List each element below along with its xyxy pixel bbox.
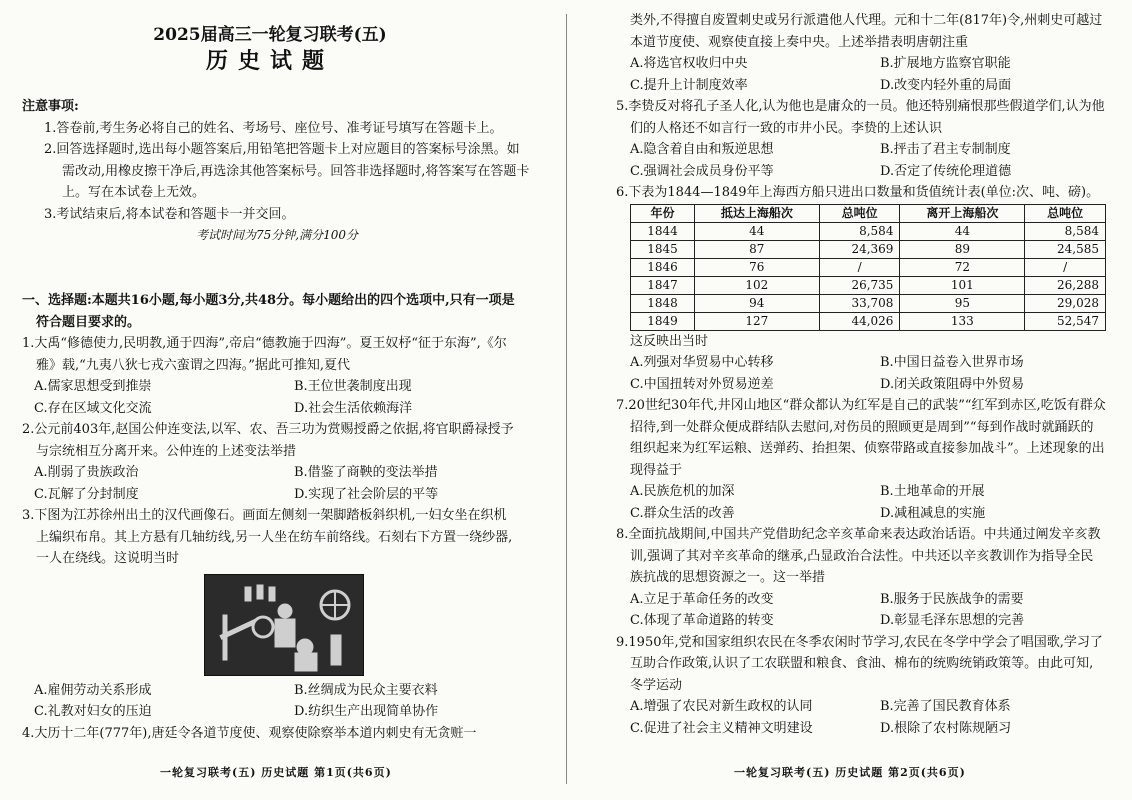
col-header: 抵达上海船次 (694, 204, 819, 222)
option-d[interactable]: D.实现了社会阶层的平等 (294, 486, 439, 502)
option-d[interactable]: D.改变内轻外重的局面 (880, 77, 1012, 93)
option-c[interactable]: C.强调社会成员身份平等 (630, 163, 774, 179)
option-d[interactable]: D.否定了传统伦理道德 (880, 163, 1012, 179)
option-b[interactable]: B.中国日益卷入世界市场 (880, 355, 1024, 370)
option-a[interactable]: A.儒家思想受到推崇 (34, 379, 152, 394)
table-cell: 29,028 (1025, 294, 1106, 312)
table-cell: 1849 (631, 312, 695, 330)
table-cell: 8,584 (1025, 222, 1106, 240)
page-2 (566, 0, 1132, 800)
table-cell: 1846 (631, 258, 695, 276)
option-c[interactable]: C.瓦解了分封制度 (34, 486, 139, 502)
table-cell: 127 (694, 312, 819, 330)
notice-3: 3.考试结束后,将本试卷和答题卡一并交回。 (44, 206, 295, 222)
col-header: 总吨位 (1025, 204, 1106, 222)
question-9-options (606, 696, 1126, 718)
option-b[interactable]: B.服务于民族战争的需要 (880, 591, 1024, 607)
question-6-after: 这反映出当时 (630, 333, 709, 349)
notice-block (22, 96, 532, 247)
question-9-stem: 9.1950年,党和国家组织农民在冬季农闲时节学习,农民在冬学中学会了唱国歌,学习了互助合作政策,认识了工农联盟和粮食、食油、棉布的统购统销政策等。由此可知,冬学运动 (616, 634, 1103, 693)
option-a[interactable]: A.雇佣劳动关系形成 (34, 682, 152, 698)
col-header: 年份 (631, 204, 695, 222)
table-cell: 76 (694, 258, 819, 276)
question-4-stem-cont: 类外,不得擅自废置刺史或另行派遣他人代理。元和十二年(817年)令,州刺史可越过本道节度使、观察使直接上奏中央。上述举措表明唐朝注重 (630, 13, 1103, 50)
question-9-options-2 (606, 718, 1126, 740)
table-row (631, 294, 1106, 312)
exam-subject: 历史试题 (205, 48, 334, 74)
table-cell: 72 (900, 258, 1025, 276)
table-cell: 26,735 (819, 276, 900, 294)
col-header: 总吨位 (819, 204, 900, 222)
option-c[interactable]: C.促进了社会主义精神文明建设 (630, 720, 813, 736)
table-cell: 44,026 (819, 312, 900, 330)
option-c[interactable]: C.中国扭转对外贸易逆差 (630, 376, 774, 392)
table-cell: 95 (900, 294, 1025, 312)
question-5-stem: 5.李贽反对将孔子圣人化,认为他也是庸众的一员。他还特别痛恨那些假道学们,认为他们的人格还不如言行一致的市井小民。李贽的上述认识 (616, 99, 1105, 136)
option-a[interactable]: A.列强对华贸易中心转移 (630, 355, 774, 370)
option-c[interactable]: C.存在区域文化交流 (34, 400, 152, 416)
table-cell: 133 (900, 312, 1025, 330)
option-b[interactable]: B.王位世袭制度出现 (294, 379, 412, 394)
option-b[interactable]: B.借鉴了商鞅的变法举措 (294, 465, 438, 480)
option-d[interactable]: D.纺织生产出现简单协作 (294, 704, 439, 719)
table-header-row (631, 204, 1106, 222)
table-cell: 87 (694, 240, 819, 258)
col-header: 离开上海船次 (900, 204, 1025, 222)
option-b[interactable]: B.抨击了君主专制制度 (880, 142, 1011, 157)
question-8-options-2 (606, 610, 1126, 632)
option-b[interactable]: B.扩展地方监察官职能 (880, 56, 1011, 71)
page-1-footer: 一轮复习联考(五) 历史试题 第1页(共6页) (160, 766, 392, 779)
option-c[interactable]: C.礼教对妇女的压迫 (34, 704, 152, 719)
question-1-options-2 (18, 398, 548, 420)
question-3-stem: 3.下图为江苏徐州出土的汉代画像石。画面左侧刻一架脚踏板斜织机,一妇女坐在织机上编织布帛。其上方悬有几轴纺线,另一人坐在纺车前络线。石刻右下方置一绕纱器,一人在绕线。这说明当时 (22, 508, 513, 566)
question-6-stem: 6.下表为1844—1849年上海西方船只进出口数量和货值统计表(单位:次、吨、磅)。 (616, 185, 1100, 200)
question-7-stem: 7.20世纪30年代,井冈山地区“群众都认为红军是自己的武装”“红军到赤区,吃饭有群众招待,到一处群众便成群结队去慰问,对伤员的照顾更是周到”“每到作战时就踊跃的组织起来为红军运粮、送弹药、抬担架、侦察带路或直接参加战斗”。上述现象的出现得益于 (616, 398, 1106, 478)
table-cell: 1847 (631, 276, 695, 294)
table-cell: 24,585 (1025, 240, 1106, 258)
question-4-stem-start: 4.大历十二年(777年),唐廷令各道节度使、观察使除察举本道内刺史有无贪赃一 (22, 725, 477, 741)
table-row (631, 312, 1106, 330)
table-cell: 1845 (631, 240, 695, 258)
table-cell: 1844 (631, 222, 695, 240)
question-4-options-2 (606, 75, 1126, 97)
question-3-options-2 (18, 701, 548, 723)
notice-2: 2.回答选择题时,选出每小题答案后,用铅笔把答题卡上对应题目的答案标号涂黑。如需改动,用橡皮擦干净后,再选涂其他答案标号。回答非选择题时,将答案写在答题卡上。写在本试卷上无效。 (44, 142, 530, 200)
table-cell: 1848 (631, 294, 695, 312)
option-b[interactable]: B.完善了国民教育体系 (880, 699, 1011, 714)
time-note: 考试时间为75分钟,满分100分 (196, 228, 358, 242)
option-a[interactable]: A.增强了农民对新生政权的认同 (630, 699, 813, 714)
option-c[interactable]: C.群众生活的改善 (630, 505, 735, 521)
question-7-options (606, 481, 1126, 503)
table-cell: / (819, 258, 900, 276)
table-cell: 33,708 (819, 294, 900, 312)
table-cell: 24,369 (819, 240, 900, 258)
table-cell: 89 (900, 240, 1025, 258)
loom-relief-figure (205, 575, 363, 675)
table-cell: 52,547 (1025, 312, 1106, 330)
option-d[interactable]: D.社会生活依赖海洋 (294, 400, 413, 416)
question-1-options (18, 376, 548, 398)
question-3-options (18, 680, 548, 702)
option-a[interactable]: A.削弱了贵族政治 (34, 465, 139, 480)
table-cell: 8,584 (819, 222, 900, 240)
table-row (631, 276, 1106, 294)
option-c[interactable]: C.体现了革命道路的转变 (630, 613, 774, 628)
table-cell: 94 (694, 294, 819, 312)
shipping-table (630, 204, 1106, 331)
option-a[interactable]: A.将选官权收归中央 (630, 56, 748, 71)
page-2-footer: 一轮复习联考(五) 历史试题 第2页(共6页) (734, 766, 966, 779)
question-7-options-2 (606, 503, 1126, 525)
table-cell: 26,288 (1025, 276, 1106, 294)
exam-title: 2025届高三一轮复习联考(五) (153, 25, 387, 45)
table-cell: 44 (900, 222, 1025, 240)
table-row (631, 222, 1106, 240)
section-1 (18, 290, 548, 744)
question-6-options (606, 352, 1126, 374)
section-heading: 一、选择题:本题共16小题,每小题3分,共48分。每小题给出的四个选项中,只有一项是符合题目要求的。 (22, 293, 515, 330)
question-2-stem: 2.公元前403年,赵国公仲连变法,以军、农、吾三功为赏赐授爵之依据,将官职爵禄授予与宗统相互分离开来。公仲连的上述变法举措 (22, 422, 514, 459)
option-b[interactable]: B.土地革命的开展 (880, 484, 985, 499)
notice-heading: 注意事项: (22, 99, 79, 114)
table-cell: 44 (694, 222, 819, 240)
table-row (631, 240, 1106, 258)
table-cell: / (1025, 258, 1106, 276)
question-1-stem: 1.大禹“修德使力,民明教,通于四海”,帝启“德教施于四海”。夏王奴杼“征于东海”,《尔雅》载,“九夷八狄七戎六蛮谓之四海。”据此可推知,夏代 (22, 336, 507, 373)
table-cell: 102 (694, 276, 819, 294)
question-8-options (606, 589, 1126, 611)
option-a[interactable]: A.民族危机的加深 (630, 484, 735, 499)
table-cell: 101 (900, 276, 1025, 294)
option-d[interactable]: D.彰显毛泽东思想的完善 (880, 613, 1025, 628)
question-2-options (18, 462, 548, 484)
question-5-options-2 (606, 161, 1126, 183)
question-6-options-2 (606, 374, 1126, 396)
question-8-stem: 8.全面抗战期间,中国共产党借助纪念辛亥革命来表达政治话语。中共通过阐发辛亥教训,强调了其对辛亥革命的继承,凸显政治合法性。中共还以辛亥教训作为指导全民族抗战的思想资源之一。这一举措 (616, 527, 1101, 585)
option-a[interactable]: A.隐含着自由和叛逆思想 (630, 142, 774, 157)
question-2-options-2 (18, 484, 548, 506)
option-d[interactable]: D.根除了农村陈规陋习 (880, 720, 1012, 736)
page-2-content (606, 10, 1126, 739)
option-d[interactable]: D.闭关政策阻碍中外贸易 (880, 376, 1025, 392)
table-row (631, 258, 1106, 276)
question-5-options (606, 139, 1126, 161)
option-c[interactable]: C.提升上计制度效率 (630, 77, 748, 93)
question-4-options (606, 53, 1126, 75)
option-b[interactable]: B.丝绸成为民众主要衣料 (294, 682, 438, 698)
stone-relief-image (204, 574, 364, 676)
option-a[interactable]: A.立足于革命任务的改变 (630, 591, 774, 607)
notice-1: 1.答卷前,考生务必将自己的姓名、考场号、座位号、准考证号填写在答题卡上。 (44, 120, 503, 136)
option-d[interactable]: D.减租减息的实施 (880, 505, 986, 521)
